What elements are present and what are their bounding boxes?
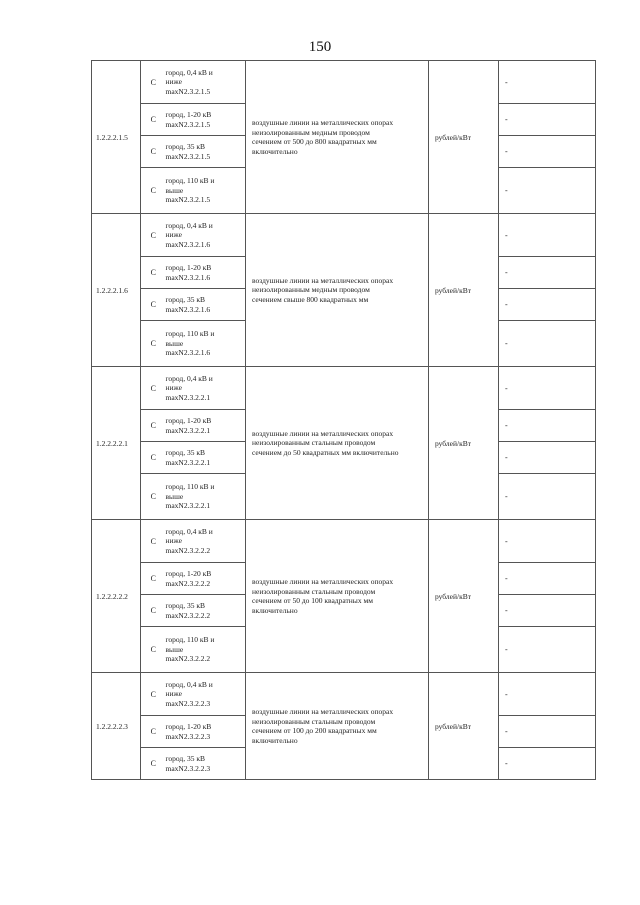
- table-row: [92, 214, 596, 257]
- region-voltage-line: город, 35 кВ: [165, 448, 206, 457]
- empty-cell: [523, 214, 596, 257]
- region-voltage-line: город, 35 кВ: [165, 754, 206, 763]
- tariff-table: [91, 60, 596, 780]
- region-voltage-line: maxN2.3.2.1.6: [165, 304, 211, 314]
- region-voltage-line: выше: [165, 338, 184, 348]
- value-cell: -: [499, 289, 523, 321]
- region-voltage-line: ниже: [165, 536, 182, 546]
- row-code: 1.2.2.2.1.6: [92, 214, 141, 367]
- region-voltage-cell: [166, 257, 246, 289]
- line-type-text: неизолированным стальным проводом: [252, 586, 376, 596]
- c-label: С: [141, 595, 166, 627]
- empty-cell: [523, 410, 596, 442]
- region-voltage-line: maxN2.3.2.2.2: [165, 578, 211, 588]
- value-cell: -: [499, 168, 523, 214]
- c-label: С: [141, 214, 166, 257]
- region-voltage-line: город, 1-20 кВ: [165, 110, 212, 119]
- region-voltage-cell: [166, 748, 246, 780]
- line-type-text: сечением до 50 квадратных мм включительно: [252, 447, 399, 457]
- region-voltage-line: город, 110 кВ и: [165, 329, 215, 339]
- unit-cell: рублей/кВт: [429, 61, 499, 214]
- table-row: [92, 673, 596, 716]
- region-voltage-cell: [166, 716, 246, 748]
- region-voltage-cell: [166, 136, 246, 168]
- region-voltage-line: город, 35 кВ: [165, 295, 206, 304]
- line-type-cell: [246, 520, 429, 673]
- region-voltage-line: maxN2.3.2.1.5: [165, 195, 211, 205]
- region-voltage-line: город, 1-20 кВ: [165, 569, 212, 578]
- line-type-text: неизолированным стальным проводом: [252, 716, 376, 726]
- row-code: 1.2.2.2.1.5: [92, 61, 141, 214]
- table-row: [92, 520, 596, 563]
- empty-cell: [523, 627, 596, 673]
- unit-cell: рублей/кВт: [429, 673, 499, 780]
- empty-cell: [523, 168, 596, 214]
- value-cell: -: [499, 61, 523, 104]
- region-voltage-line: город, 0,4 кВ и: [165, 67, 213, 77]
- value-cell: -: [499, 367, 523, 410]
- value-cell: -: [499, 257, 523, 289]
- c-label: С: [141, 748, 166, 780]
- value-cell: -: [499, 410, 523, 442]
- region-voltage-line: город, 35 кВ: [165, 601, 206, 610]
- value-cell: -: [499, 627, 523, 673]
- empty-cell: [523, 563, 596, 595]
- region-voltage-line: maxN2.3.2.1.6: [165, 272, 211, 282]
- region-voltage-line: maxN2.3.2.2.1: [165, 425, 211, 435]
- region-voltage-line: maxN2.3.2.2.1: [165, 457, 211, 467]
- value-cell: -: [499, 474, 523, 520]
- c-label: С: [141, 627, 166, 673]
- c-label: С: [141, 104, 166, 136]
- value-cell: -: [499, 595, 523, 627]
- c-label: С: [141, 410, 166, 442]
- line-type-text: неизолированным медным проводом: [252, 285, 370, 295]
- value-cell: -: [499, 673, 523, 716]
- region-voltage-cell: [166, 673, 246, 716]
- region-voltage-line: maxN2.3.2.1.5: [165, 119, 211, 129]
- line-type-text: воздушные линии на металлических опорах: [252, 577, 394, 586]
- empty-cell: [523, 367, 596, 410]
- region-voltage-cell: [166, 595, 246, 627]
- line-type-text: сечением от 500 до 800 квадратных мм: [252, 137, 377, 146]
- value-cell: -: [499, 321, 523, 367]
- region-voltage-line: город, 1-20 кВ: [165, 263, 212, 272]
- region-voltage-line: выше: [165, 644, 184, 654]
- c-label: С: [141, 367, 166, 410]
- region-voltage-line: maxN2.3.2.1.6: [165, 348, 211, 358]
- region-voltage-line: город, 0,4 кВ и: [165, 373, 213, 383]
- line-type-text: сечением от 100 до 200 квадратных мм: [252, 726, 377, 735]
- region-voltage-line: город, 1-20 кВ: [165, 416, 212, 425]
- row-code: 1.2.2.2.2.2: [92, 520, 141, 673]
- region-voltage-cell: [166, 289, 246, 321]
- region-voltage-line: maxN2.3.2.1.6: [165, 239, 211, 249]
- empty-cell: [523, 104, 596, 136]
- region-voltage-cell: [166, 321, 246, 367]
- c-label: С: [141, 563, 166, 595]
- region-voltage-line: maxN2.3.2.1.5: [165, 86, 211, 96]
- c-label: С: [141, 61, 166, 104]
- empty-cell: [523, 61, 596, 104]
- region-voltage-line: maxN2.3.2.2.2: [165, 610, 211, 620]
- region-voltage-cell: [166, 367, 246, 410]
- region-voltage-line: город, 0,4 кВ и: [165, 526, 213, 536]
- value-cell: -: [499, 520, 523, 563]
- value-cell: -: [499, 136, 523, 168]
- table-row: [92, 61, 596, 104]
- tariff-table-body: [92, 61, 596, 780]
- region-voltage-cell: [166, 168, 246, 214]
- line-type-text: включительно: [252, 146, 298, 156]
- region-voltage-line: выше: [165, 185, 184, 195]
- region-voltage-line: город, 110 кВ и: [165, 482, 215, 492]
- region-voltage-line: maxN2.3.2.2.2: [165, 654, 211, 664]
- c-label: С: [141, 474, 166, 520]
- unit-cell: рублей/кВт: [429, 214, 499, 367]
- empty-cell: [523, 136, 596, 168]
- region-voltage-cell: [166, 442, 246, 474]
- region-voltage-line: maxN2.3.2.2.2: [165, 545, 211, 555]
- region-voltage-line: город, 0,4 кВ и: [165, 679, 213, 689]
- c-label: С: [141, 321, 166, 367]
- region-voltage-line: maxN2.3.2.2.1: [165, 501, 211, 511]
- empty-cell: [523, 289, 596, 321]
- region-voltage-cell: [166, 61, 246, 104]
- table-row: [92, 367, 596, 410]
- empty-cell: [523, 442, 596, 474]
- line-type-text: воздушные линии на металлических опорах: [252, 428, 394, 438]
- line-type-text: включительно: [252, 735, 298, 745]
- line-type-cell: [246, 673, 429, 780]
- line-type-cell: [246, 214, 429, 367]
- c-label: С: [141, 289, 166, 321]
- line-type-text: неизолированным стальным проводом: [252, 438, 376, 448]
- region-voltage-line: ниже: [165, 383, 182, 393]
- empty-cell: [523, 520, 596, 563]
- value-cell: -: [499, 214, 523, 257]
- region-voltage-line: город, 110 кВ и: [165, 176, 215, 186]
- line-type-text: сечением свыше 800 квадратных мм: [252, 294, 369, 304]
- line-type-text: включительно: [252, 605, 298, 615]
- value-cell: -: [499, 442, 523, 474]
- region-voltage-line: город, 1-20 кВ: [165, 722, 212, 731]
- region-voltage-cell: [166, 410, 246, 442]
- unit-cell: рублей/кВт: [429, 367, 499, 520]
- page-number: 150: [308, 39, 332, 55]
- unit-cell: рублей/кВт: [429, 520, 499, 673]
- c-label: С: [141, 520, 166, 563]
- region-voltage-line: ниже: [165, 689, 182, 699]
- c-label: С: [141, 168, 166, 214]
- row-code: 1.2.2.2.2.3: [92, 673, 141, 780]
- c-label: С: [141, 716, 166, 748]
- value-cell: -: [499, 104, 523, 136]
- c-label: С: [141, 442, 166, 474]
- line-type-text: сечением от 50 до 100 квадратных мм: [252, 596, 373, 605]
- c-label: С: [141, 136, 166, 168]
- region-voltage-cell: [166, 627, 246, 673]
- region-voltage-cell: [166, 474, 246, 520]
- c-label: С: [141, 257, 166, 289]
- line-type-cell: [246, 61, 429, 214]
- region-voltage-line: ниже: [165, 230, 182, 240]
- c-label: С: [141, 673, 166, 716]
- region-voltage-line: maxN2.3.2.1.5: [165, 151, 211, 161]
- empty-cell: [523, 321, 596, 367]
- value-cell: -: [499, 716, 523, 748]
- line-type-text: воздушные линии на металлических опорах: [252, 118, 394, 127]
- region-voltage-cell: [166, 104, 246, 136]
- region-voltage-line: ниже: [165, 77, 182, 87]
- empty-cell: [523, 673, 596, 716]
- region-voltage-line: maxN2.3.2.2.3: [165, 731, 211, 741]
- value-cell: -: [499, 563, 523, 595]
- empty-cell: [523, 257, 596, 289]
- region-voltage-line: maxN2.3.2.2.3: [165, 698, 211, 708]
- region-voltage-line: город, 110 кВ и: [165, 635, 215, 645]
- region-voltage-line: город, 35 кВ: [165, 142, 206, 151]
- line-type-text: воздушные линии на металлических опорах: [252, 707, 394, 716]
- line-type-cell: [246, 367, 429, 520]
- region-voltage-line: город, 0,4 кВ и: [165, 220, 213, 230]
- empty-cell: [523, 748, 596, 780]
- empty-cell: [523, 716, 596, 748]
- region-voltage-line: выше: [165, 491, 184, 501]
- region-voltage-cell: [166, 214, 246, 257]
- row-code: 1.2.2.2.2.1: [92, 367, 141, 520]
- line-type-text: воздушные линии на металлических опорах: [252, 275, 394, 285]
- region-voltage-cell: [166, 563, 246, 595]
- empty-cell: [523, 474, 596, 520]
- line-type-text: неизолированным медным проводом: [252, 127, 370, 137]
- value-cell: -: [499, 748, 523, 780]
- region-voltage-line: maxN2.3.2.2.3: [165, 763, 211, 773]
- region-voltage-line: maxN2.3.2.2.1: [165, 392, 211, 402]
- empty-cell: [523, 595, 596, 627]
- region-voltage-cell: [166, 520, 246, 563]
